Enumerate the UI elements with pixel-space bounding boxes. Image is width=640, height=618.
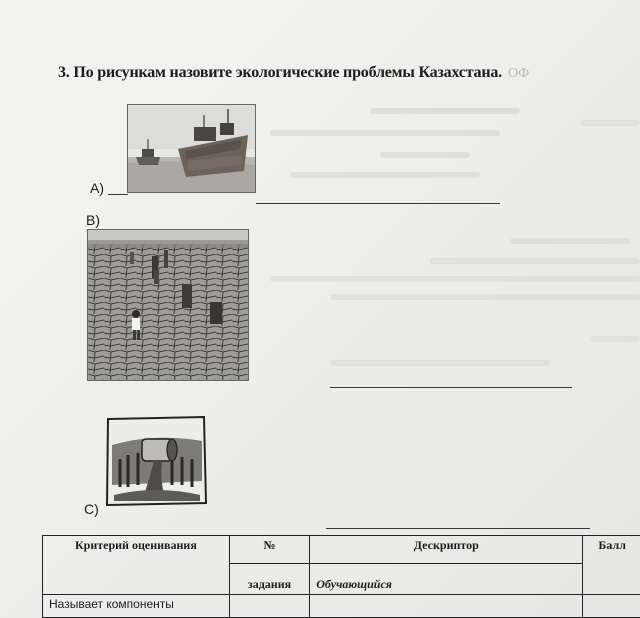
descriptor-subheader: Обучающийся [310, 564, 583, 595]
table-row [43, 595, 640, 618]
criterion-header: Критерий оценивания [43, 536, 230, 595]
pollution-pipe-image [104, 415, 210, 507]
item-c-answer-line[interactable] [326, 528, 590, 529]
item-b-answer-line[interactable] [330, 387, 572, 388]
item-a-label: А) [90, 180, 104, 196]
faint-mark: ОФ [507, 66, 529, 81]
stranded-ships-photo [127, 104, 256, 193]
cracked-earth-image [88, 230, 248, 380]
criteria-table [42, 535, 640, 618]
table-header-row [43, 536, 640, 564]
row1-points [583, 595, 640, 618]
item-a-short-line [108, 194, 128, 195]
row1-number [229, 595, 309, 618]
number-header: № [229, 536, 309, 564]
row1-descriptor [310, 595, 583, 618]
row1-criterion: Называет компоненты [43, 595, 230, 618]
item-a-answer-line[interactable] [256, 203, 500, 204]
question-title [58, 64, 529, 82]
descriptor-header: Дескриптор [310, 536, 583, 564]
pollution-pipe-drawing [104, 415, 210, 507]
points-header: Балл [583, 536, 640, 595]
bleed-through-text [250, 108, 640, 408]
cracked-earth-photo [87, 229, 249, 381]
item-b-label: В) [86, 212, 100, 228]
number-subheader: задания [229, 564, 309, 595]
stranded-ships-image [128, 105, 255, 192]
item-c-label: С) [84, 501, 99, 517]
question-title-text: 3. По рисункам назовите экологические проблемы Казахстана. [58, 64, 502, 81]
